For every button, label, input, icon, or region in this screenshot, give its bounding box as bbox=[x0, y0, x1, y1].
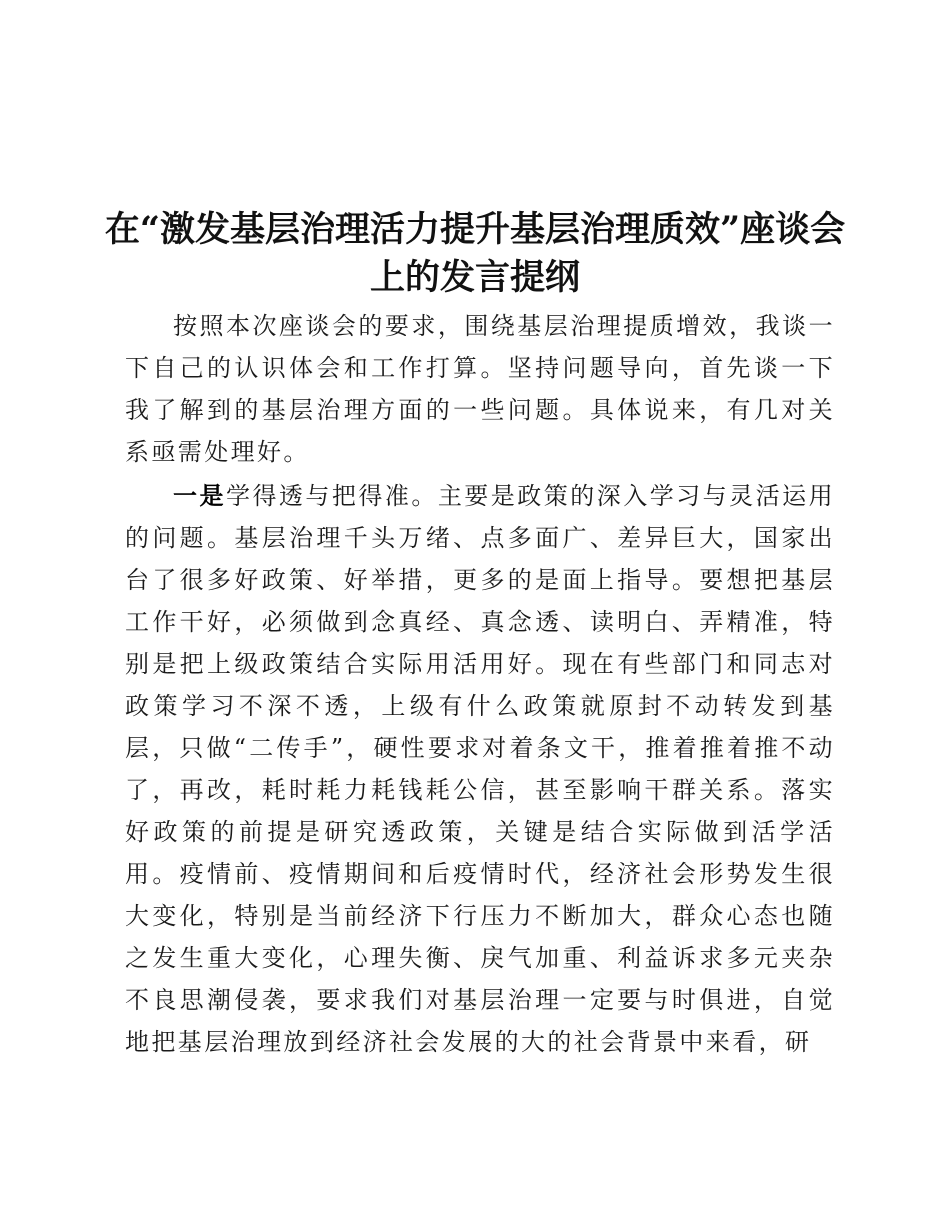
paragraph-1 bbox=[125, 305, 835, 473]
paragraph-2-lead: 一是 bbox=[173, 481, 226, 510]
document-title: 在“激发基层治理活力提升基层治理质效”座谈会上的发言提纲 bbox=[104, 209, 846, 298]
paragraph-2 bbox=[125, 475, 835, 1063]
paragraph-point-one bbox=[125, 475, 835, 1063]
paragraph-intro bbox=[125, 305, 835, 473]
paragraph-2-text: 学得透与把得准。主要是政策的深入学习与灵活运用的问题。基层治理千头万绪、点多面广、差异巨大，国家出台了很多好政策、好举措，更多的是面上指导。要想把基层工作干好，必须做到念真经、真念透、读明白、弄精准，特别是把上级政策结合实际用活用好。现在有些部门和同志对政策学习不深不透，上级有什么政策就原封不动转发到基层，只做“二传手”，硬性要求对着条文干，推着推着推不动了，再改，耗时耗力耗钱耗公信，甚至影响干群关系。落实好政策的前提是研究透政策，关键是结合实际做到活学活用。疫情前、疫情期间和后疫情时代，经济社会形势发生很大变化，特别是当前经济下行压力不断加大，群众心态也随之发生重大变化，心理失衡、戾气加重、利益诉求多元夹杂不良思潮侵袭，要求我们对基层治理一定要与时俱进，自觉地把基层治理放到经济社会发展的大的社会背景中来看，研 bbox=[125, 482, 835, 1056]
paragraph-1-text: 按照本次座谈会的要求，围绕基层治理提质增效，我谈一下自己的认识体会和工作打算。坚持问题导向，首先谈一下我了解到的基层治理方面的一些问题。具体说来，有几对关系亟需处理好。 bbox=[125, 312, 835, 466]
